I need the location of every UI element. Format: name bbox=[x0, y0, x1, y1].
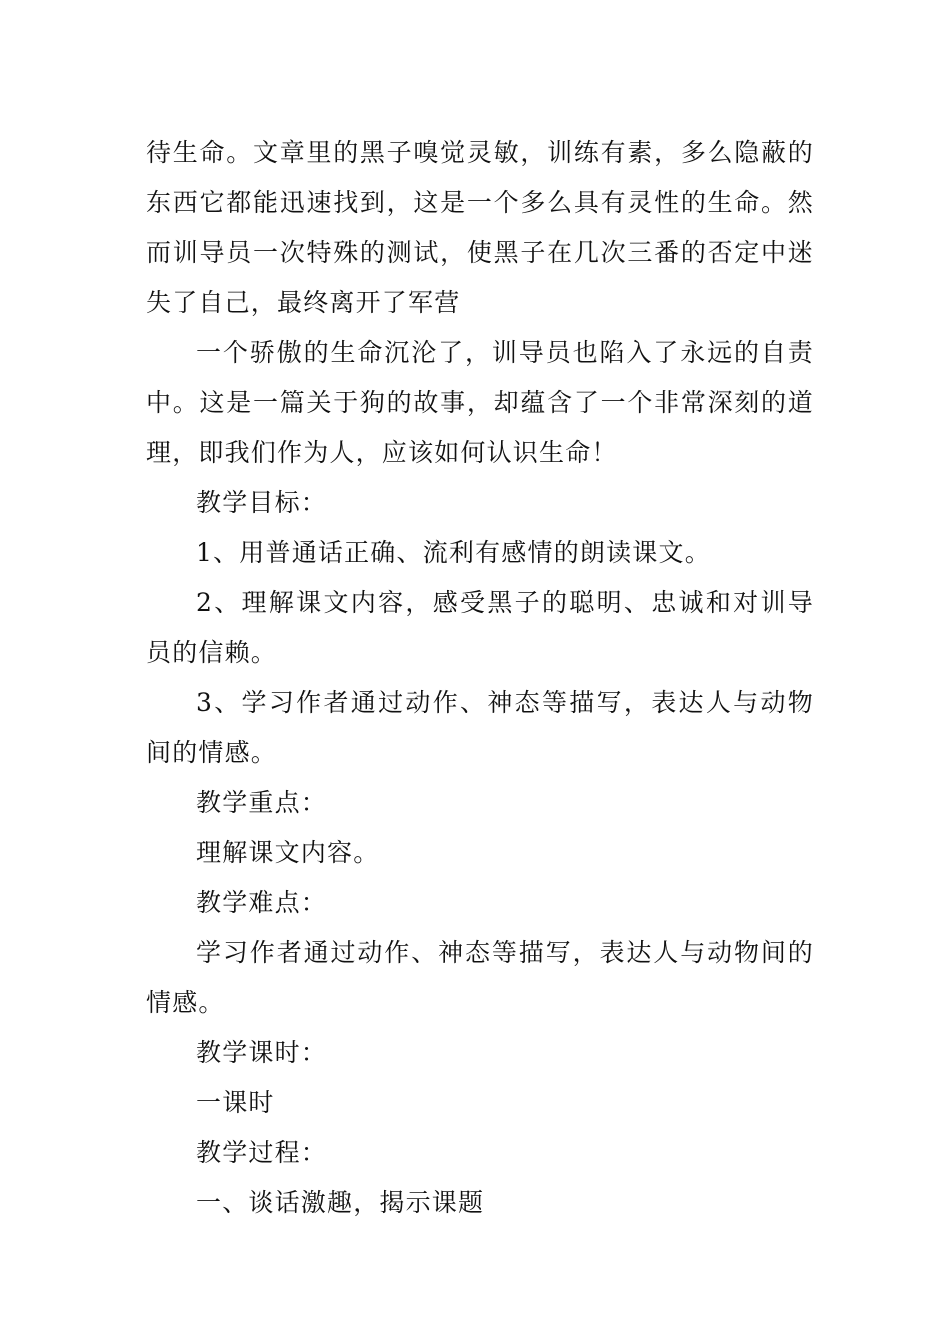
heading-class-hours: 教学课时： bbox=[196, 1038, 328, 1067]
goal-item-1: 1、用普通话正确、流利有感情的朗读课文。 bbox=[196, 538, 711, 567]
class-hours-text: 一课时 bbox=[196, 1088, 275, 1117]
process-step-1: 一、谈话激趣，揭示课题 bbox=[196, 1188, 485, 1217]
difficulties-text: 学习作者通过动作、神态等描写，表达人与动物间的情感。 bbox=[146, 938, 814, 1017]
key-points-text: 理解课文内容。 bbox=[196, 838, 380, 867]
goal-item-2: 2、理解课文内容，感受黑子的聪明、忠诚和对训导员的信赖。 bbox=[146, 588, 814, 667]
heading-difficulties: 教学难点： bbox=[196, 888, 328, 917]
goal-item-3: 3、学习作者通过动作、神态等描写，表达人与动物间的情感。 bbox=[146, 688, 814, 767]
heading-key-points: 教学重点： bbox=[196, 788, 328, 817]
heading-teaching-goals: 教学目标： bbox=[196, 488, 328, 517]
paragraph-continuation: 待生命。文章里的黑子嗅觉灵敏，训练有素，多么隐蔽的东西它都能迅速找到，这是一个多么具有灵性的生命。然而训导员一次特殊的测试，使黑子在几次三番的否定中迷失了自己，最终离开了军营 bbox=[146, 138, 814, 317]
paragraph-summary: 一个骄傲的生命沉沦了，训导员也陷入了永远的自责中。这是一篇关于狗的故事，却蕴含了一个非常深刻的道理，即我们作为人，应该如何认识生命！ bbox=[146, 338, 814, 467]
document-page bbox=[146, 128, 814, 1228]
heading-teaching-process: 教学过程： bbox=[196, 1138, 328, 1167]
